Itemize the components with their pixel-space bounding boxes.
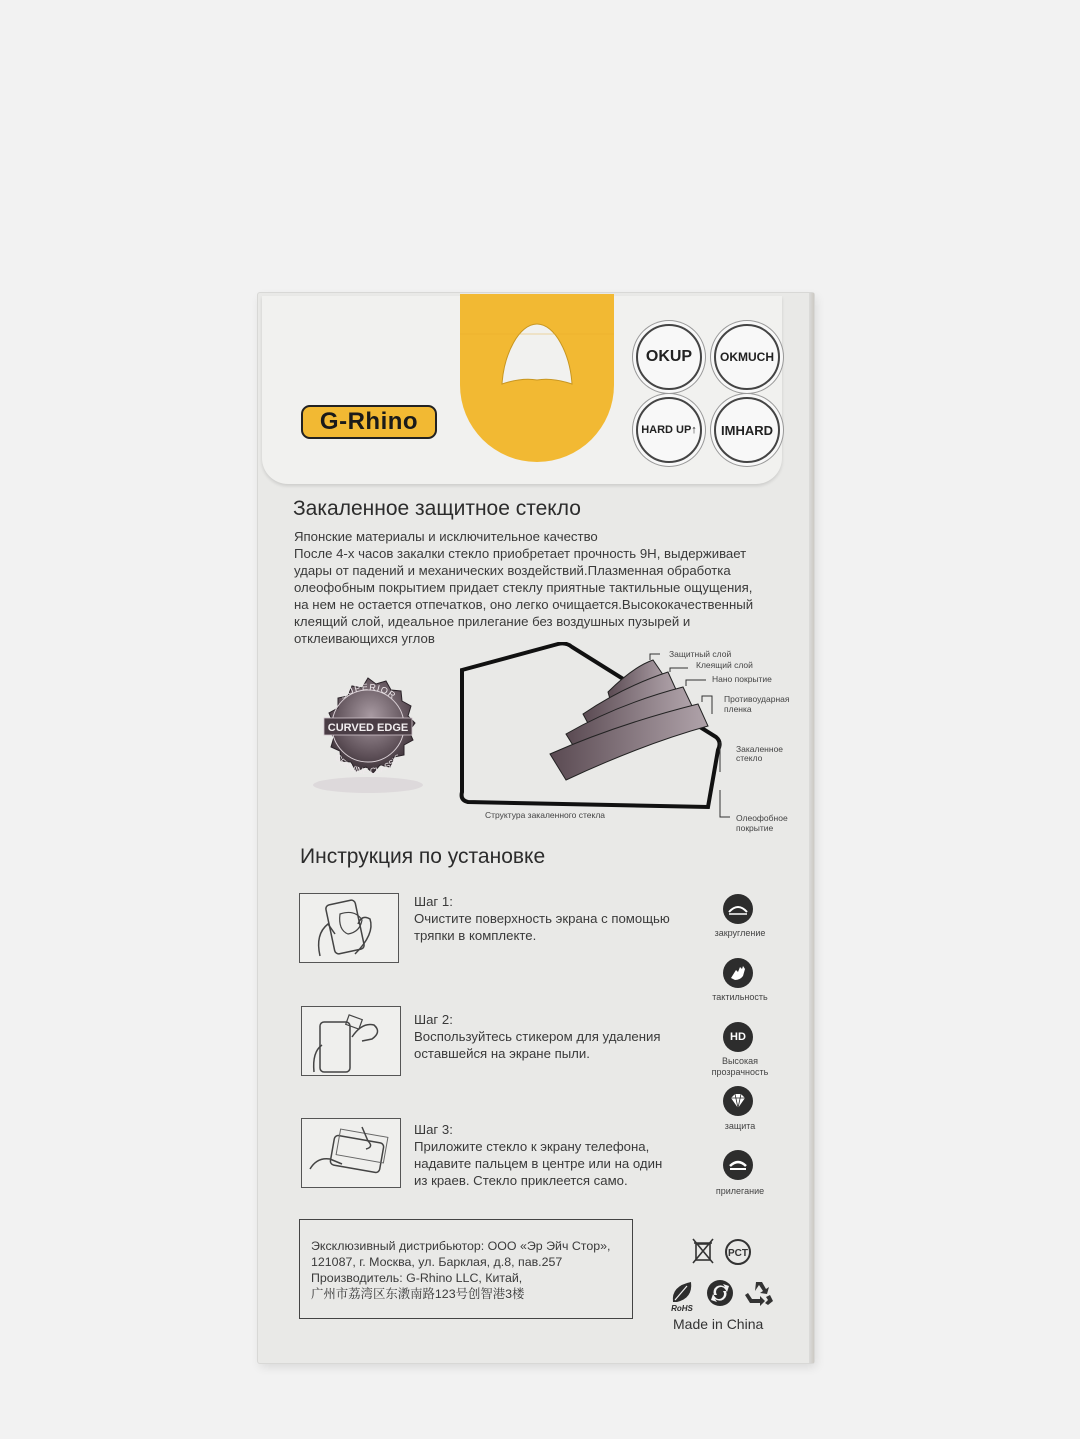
pct-mark-icon (722, 1234, 758, 1266)
recycle-circle-icon (705, 1278, 735, 1308)
step-2-illustration (301, 1006, 401, 1076)
distributor-line: Эксклюзивный дистрибьютор: ООО «Эр Эйч Стор», (311, 1239, 611, 1253)
seal-center-text: CURVED EDGE (327, 722, 409, 734)
badge-imhard: IMHARD (714, 397, 780, 463)
layer-label: покрытие (736, 823, 774, 833)
product-title: Закаленное защитное стекло (293, 497, 581, 520)
distributor-line: 121087, г. Москва, ул. Барклая, д.8, пав.257 (311, 1255, 563, 1269)
feature-label: закругление (714, 928, 766, 938)
made-in-label: Made in China (673, 1316, 764, 1332)
recycle-arrows-icon (744, 1279, 774, 1307)
step-line: Приложите стекло к экрану телефона, (414, 1139, 650, 1154)
desc-line: клеящий слой, идеальное прилегание без воздушных пузырей и (294, 614, 691, 629)
instructions-title: Инструкция по установке (300, 845, 546, 868)
badge-okup: OKUP (636, 324, 702, 390)
feature-label: тактильность (712, 992, 768, 1002)
pct-mark-text: PCT (728, 1248, 748, 1259)
curve-icon (723, 894, 753, 924)
badge-hard-up: HARD UP↑ (636, 397, 702, 463)
step-1 (414, 893, 670, 944)
step-heading: Шаг 2: (414, 1012, 453, 1027)
rohs-leaf-icon (667, 1278, 697, 1312)
seal-bottom-text: GENUINE CLASSIC (332, 752, 404, 777)
feature-label: Высокая (721, 1056, 759, 1066)
curved-edge-seal (298, 670, 438, 795)
distributor-line: 广州市荔湾区东漖南路123号创智港3楼 (311, 1287, 525, 1301)
step-line: Очистите поверхность экрана с помощью (414, 911, 670, 926)
layer-label: пленка (724, 704, 752, 714)
step-heading: Шаг 3: (414, 1122, 453, 1137)
step-1-illustration (299, 893, 399, 963)
hang-tab (460, 294, 614, 462)
fit-icon (723, 1150, 753, 1180)
layers-caption: Структура закаленного стекла (485, 810, 606, 820)
layer-label: Нано покрытие (712, 674, 772, 684)
hd-icon: HD (723, 1022, 753, 1052)
brand-logo: G-Rhino (301, 405, 437, 439)
desc-line: отклеивающихся углов (294, 631, 435, 646)
step-line: надавите пальцем в центре или на один (414, 1156, 663, 1171)
box-side-edge (809, 293, 814, 1363)
layer-label: Олеофобное (736, 813, 788, 823)
distributor-info (299, 1219, 633, 1319)
desc-line: на нем не остается отпечатков, оно легко очищается.Высококачественный (294, 597, 754, 612)
weee-bin-icon (691, 1237, 715, 1265)
seal-top-text: SUPERIOR (337, 681, 399, 702)
desc-line: Японские материалы и исключительное качество (294, 529, 598, 544)
badge-okmuch: OKMUCH (714, 324, 780, 390)
rohs-text: RoHS (671, 1304, 693, 1312)
desc-line: олеофобным покрытием придает стеклу приятные тактильные ощущения, (294, 580, 753, 595)
step-line: Воспользуйтесь стикером для удаления (414, 1029, 661, 1044)
desc-line: удары от падений и механических воздействий.Плазменная обработка (294, 563, 731, 578)
layer-label: Клеящий слой (696, 660, 753, 670)
layer-label: Закаленное (736, 744, 784, 754)
feature-label: защита (724, 1121, 756, 1131)
step-heading: Шаг 1: (414, 894, 453, 909)
hand-icon (723, 958, 753, 988)
layer-label: Защитный слой (669, 649, 732, 659)
layer-label: стекло (736, 753, 763, 763)
hang-hole-icon (460, 294, 614, 462)
feature-label: прозрачность (711, 1067, 769, 1077)
layer-label: Противоударная (724, 694, 790, 704)
product-description (294, 528, 794, 647)
step-line: тряпки в комплекте. (414, 928, 537, 943)
step-2 (414, 1011, 661, 1062)
diamond-icon (723, 1086, 753, 1116)
step-line: из краев. Стекло приклеется само. (414, 1173, 628, 1188)
desc-line: После 4-х часов закалки стекло приобретает прочность 9H, выдерживает (294, 546, 747, 561)
step-line: оставшейся на экране пыли. (414, 1046, 590, 1061)
feature-label: прилегание (715, 1186, 765, 1196)
step-3 (414, 1121, 662, 1189)
step-3-illustration (301, 1118, 401, 1188)
distributor-line: Производитель: G-Rhino LLC, Китай, (311, 1271, 523, 1285)
